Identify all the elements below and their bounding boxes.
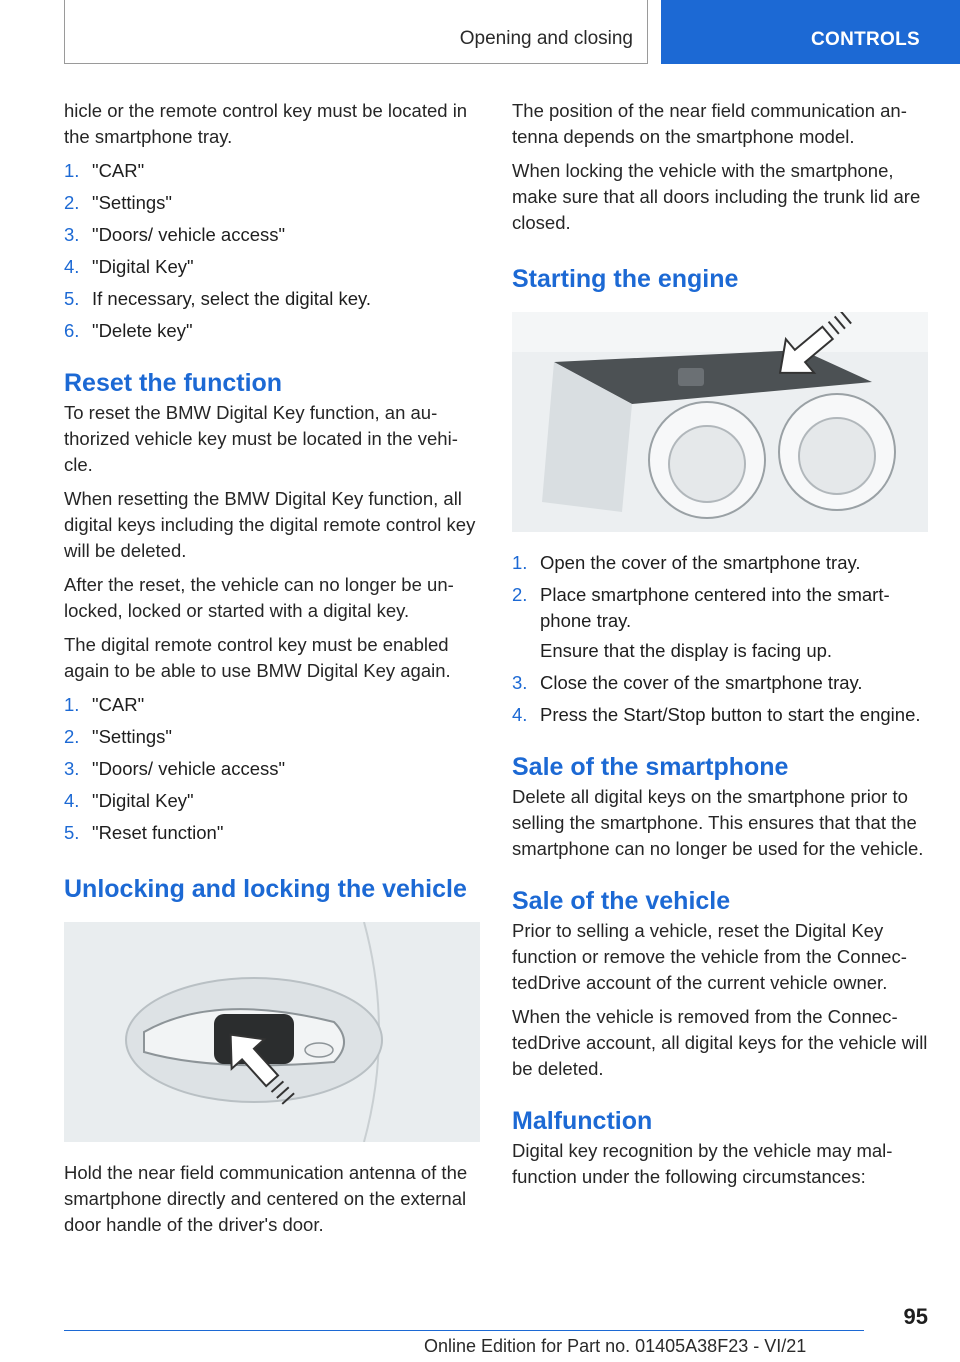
footer-edition: Online Edition for Part no. 01405A38F23 - VI/21 xyxy=(424,1336,807,1356)
malfunction-paragraph: Digital key recognition by the vehicle may malfunction under the following circumstances: xyxy=(512,1140,893,1187)
unlock-paragraph: Hold the near field communication antenna of the smartphone directly and centered on the external door handle of the driver's door. xyxy=(64,1162,468,1235)
reset-steps xyxy=(64,692,480,846)
antenna-paragraph: The position of the near field communication antenna depends on the smartphone model. xyxy=(512,100,907,147)
list-item: 4. "Digital Key" xyxy=(64,256,194,277)
reset-paragraph-1: To reset the BMW Digital Key function, an authorized vehicle key must be located in the vehicle. xyxy=(64,402,458,475)
list-item: 6. "Delete key" xyxy=(64,320,193,341)
sale-smartphone-heading: Sale of the smartphone xyxy=(512,753,789,781)
reset-paragraph-4: The digital remote control key must be enabled again to be able to use BMW Digital Key again. xyxy=(64,634,451,681)
list-item: 3. Close the cover of the smartphone tray. xyxy=(512,672,863,693)
header-chapter-label: CONTROLS xyxy=(811,29,921,50)
list-item: 4. "Digital Key" xyxy=(64,790,194,811)
sale-vehicle-paragraph-2: When the vehicle is removed from the ConnectedDrive account, all digital keys for the vehicle will be deleted. xyxy=(512,1006,928,1079)
sale-smartphone-paragraph: Delete all digital keys on the smartphone prior to selling the smartphone. This ensures that that the smartphone can no longer be used for the vehicle. xyxy=(512,786,924,859)
smartphone-tray-illustration xyxy=(512,312,928,532)
list-item: 1. "CAR" xyxy=(64,160,145,181)
sale-vehicle-heading: Sale of the vehicle xyxy=(512,887,731,915)
header-frame xyxy=(64,0,648,64)
list-item: 5. If necessary, select the digital key. xyxy=(64,288,371,309)
list-item: 1. "CAR" xyxy=(64,694,145,715)
locking-paragraph: When locking the vehicle with the smartphone, make sure that all doors including the trunk lid are closed. xyxy=(512,160,921,233)
sale-vehicle-paragraph-1: Prior to selling a vehicle, reset the Digital Key function or remove the vehicle from the ConnectedDrive account of the current vehicle owner. xyxy=(512,920,907,993)
list-item: 4. Press the Start/Stop button to start the engine. xyxy=(512,704,921,725)
start-engine-heading: Starting the engine xyxy=(512,265,739,293)
step-note: Ensure that the display is facing up. xyxy=(540,640,833,661)
reset-paragraph-2: When resetting the BMW Digital Key function, all digital keys including the digital remote control key will be deleted. xyxy=(64,488,476,561)
intro-paragraph: hicle or the remote control key must be located in the smartphone tray. xyxy=(64,100,468,147)
right-column xyxy=(512,98,928,1198)
list-item: 1. Open the cover of the smartphone tray. xyxy=(512,552,861,573)
list-item: 3. "Doors/ vehicle access" xyxy=(64,224,286,245)
start-engine-steps xyxy=(512,550,928,728)
unlock-heading: Unlocking and locking the vehicle xyxy=(64,875,467,903)
list-item: 3. "Doors/ vehicle access" xyxy=(64,758,286,779)
list-item: 2. "Settings" xyxy=(64,192,172,213)
reset-paragraph-3: After the reset, the vehicle can no longer be unlocked, locked or started with a digital key. xyxy=(64,574,454,621)
door-handle-illustration xyxy=(64,922,480,1142)
reset-heading: Reset the function xyxy=(64,369,283,397)
malfunction-heading: Malfunction xyxy=(512,1107,653,1135)
page-number: 95 xyxy=(903,1304,928,1329)
list-item: 2. "Settings" xyxy=(64,726,172,747)
delete-key-steps xyxy=(64,158,480,344)
list-item: 2. Place smartphone centered into the smartphone tray. Ensure that the display is facing up. xyxy=(512,582,928,664)
header-section-title: Opening and closing xyxy=(459,28,633,49)
footer-divider xyxy=(64,1330,864,1331)
header-chapter-tab[interactable] xyxy=(661,0,960,64)
list-item: 5. "Reset function" xyxy=(64,822,224,843)
left-column xyxy=(64,98,480,1246)
